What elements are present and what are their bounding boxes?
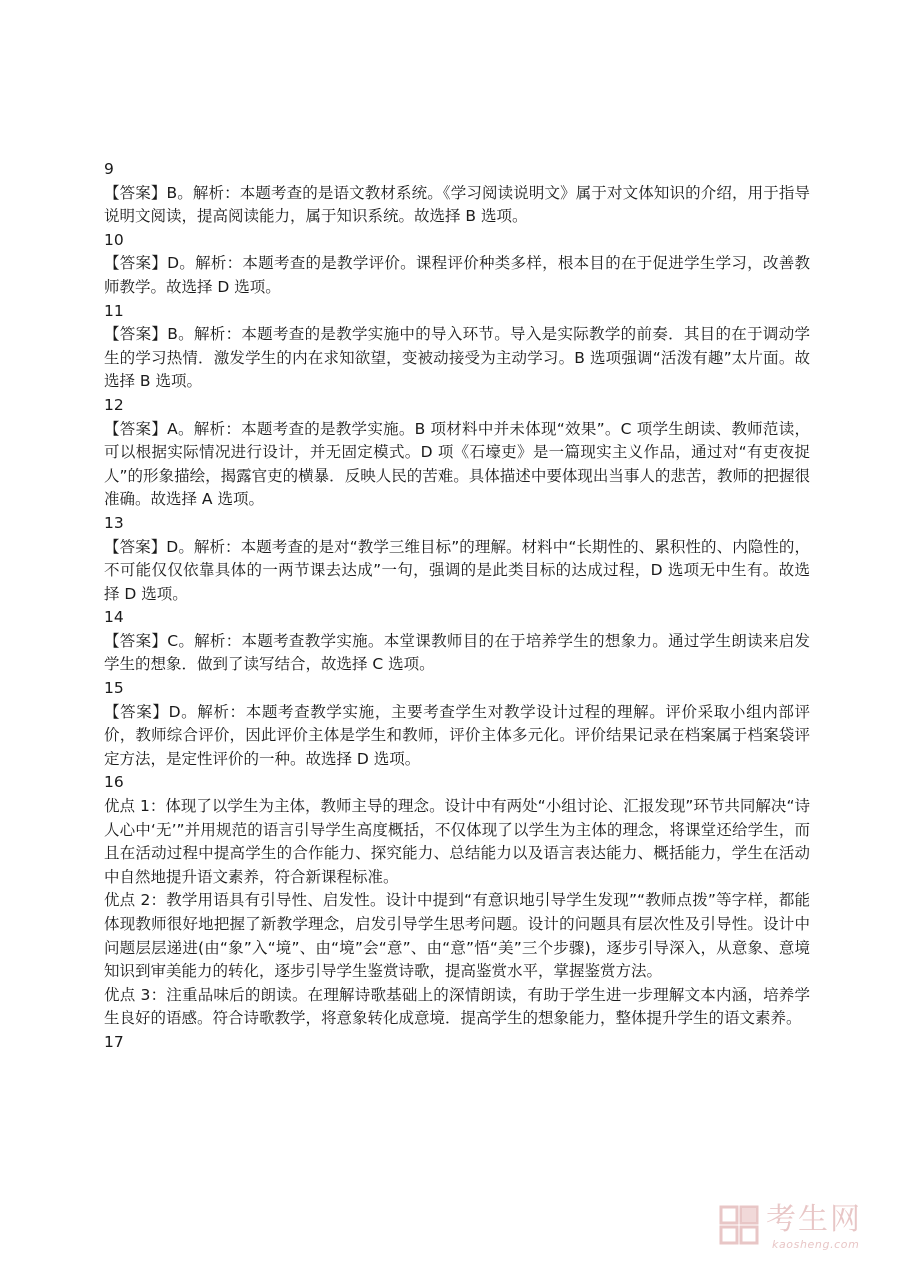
answer-paragraph: 优点 3：注重品味后的朗读。在理解诗歌基础上的深情朗读，有助于学生进一步理解文本内涵，培养学生良好的语感。符合诗歌教学，将意象转化成意境．提高学生的想象能力，整体提升学生的语文素养。 <box>104 985 810 1028</box>
question-number: 13 <box>104 513 124 532</box>
entry-17 <box>104 1031 810 1055</box>
answer-document <box>104 158 810 1055</box>
kaosheng-logo-icon <box>718 1204 760 1248</box>
question-number: 10 <box>104 230 124 249</box>
watermark-url: kaosheng.com <box>772 1238 860 1251</box>
entry-11 <box>104 300 810 394</box>
answer-paragraph: 【答案】D。解析：本题考查的是教学评价。课程评价种类多样，根本目的在于促进学生学习，改善教师教学。故选择 D 选项。 <box>104 254 810 296</box>
answer-paragraph: 【答案】A。解析：本题考查的是教学实施。B 项材料中并未体现“效果”。C 项学生朗读、教师范读，可以根据实际情况进行设计，并无固定模式。D 项《石壕吏》是一篇现实主义作品，通过对“有吏夜捉人”的形象描绘，揭露官吏的横暴．反映人民的苦难。具体描述中要体现出当事人的悲苦，教师的把握很准确。故选择 A 选项。 <box>104 419 810 509</box>
question-number: 9 <box>104 160 114 178</box>
entry-16 <box>104 771 810 1031</box>
question-number: 14 <box>104 608 124 627</box>
entry-9 <box>104 158 810 229</box>
answer-paragraph: 【答案】D。解析：本题考查教学实施，主要考查学生对教学设计过程的理解。评价采取小组内部评价，教师综合评价，因此评价主体是学生和教师，评价主体多元化。评价结果记录在档案属于档案袋评定方法，是定性评价的一种。故选择 D 选项。 <box>104 702 810 768</box>
question-number: 12 <box>104 395 124 414</box>
question-number: 11 <box>104 301 124 320</box>
answer-paragraph: 【答案】B。解析：本题考查的是教学实施中的导入环节。导入是实际教学的前奏．其目的在于调动学生的学习热情．激发学生的内在求知欲望，变被动接受为主动学习。B 选项强调“活泼有趣”太片面。故选择 B 选项。 <box>104 325 810 391</box>
answer-paragraph: 【答案】D。解析：本题考查的是对“教学三维目标”的理解。材料中“长期性的、累积性的、内隐性的，不可能仅仅依靠具体的一两节课去达成”一句，强调的是此类目标的达成过程，D 选项无中生有。故选择 D 选项。 <box>104 537 810 603</box>
question-number: 16 <box>104 773 124 792</box>
answer-paragraph: 优点 2：教学用语具有引导性、启发性。设计中提到“有意识地引导学生发现”“教师点拨”等字样，都能体现教师很好地把握了新教学理念，启发引导学生思考问题。设计的问题具有层次性及引导性。设计中问题层层递进(由“象”入“境”、由“境”会“意”、由“意”悟“美”三个步骤)，逐步引导深入，从意象、意境知识到审美能力的转化，逐步引导学生鉴赏诗歌，提高鉴赏水平，掌握鉴赏方法。 <box>104 891 810 981</box>
question-number: 15 <box>104 679 124 698</box>
answer-paragraph: 优点 1：体现了以学生为主体，教师主导的理念。设计中有两处“小组讨论、汇报发现”环节共同解决“诗人心中‘无’”并用规范的语言引导学生高度概括，不仅体现了以学生为主体的理念，将课堂还给学生，而且在活动过程中提高学生的合作能力、探究能力、总结能力以及语言表达能力、概括能力，学生在活动中自然地提升语文素养，符合新课程标准。 <box>104 797 810 886</box>
question-number: 17 <box>104 1032 124 1051</box>
answer-paragraph: 【答案】C。解析：本题考查教学实施。本堂课教师目的在于培养学生的想象力。通过学生朗读来启发学生的想象．做到了读写结合，故选择 C 选项。 <box>104 631 810 674</box>
watermark-brand: 考生网 <box>766 1202 862 1237</box>
entry-12 <box>104 394 810 512</box>
entry-14 <box>104 606 810 677</box>
entry-13 <box>104 512 810 606</box>
entry-15 <box>104 677 810 771</box>
entry-10 <box>104 229 810 300</box>
answer-paragraph: 【答案】B。解析：本题考查的是语文教材系统。《学习阅读说明文》属于对文体知识的介绍，用于指导说明文阅读，提高阅读能力，属于知识系统。故选择 B 选项。 <box>104 183 810 226</box>
watermark <box>718 1202 898 1262</box>
